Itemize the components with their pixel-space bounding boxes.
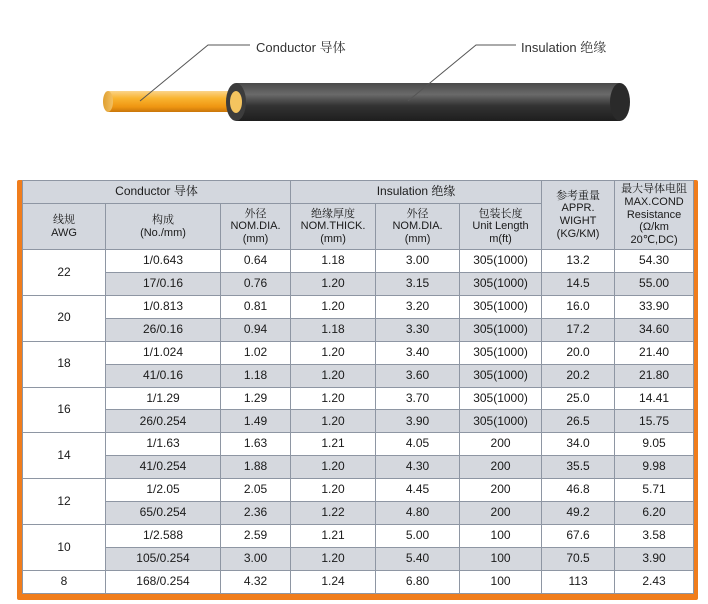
weight-cell: 26.5	[542, 410, 615, 433]
table-row	[23, 433, 694, 456]
conductor-dia-cell: 0.76	[221, 272, 291, 295]
resistance-cell: 54.30	[615, 250, 694, 273]
weight-cell: 70.5	[542, 547, 615, 570]
resistance-cell: 21.80	[615, 364, 694, 387]
resistance-cell: 34.60	[615, 318, 694, 341]
table-row	[23, 410, 694, 433]
resistance-cell: 9.05	[615, 433, 694, 456]
awg-cell: 22	[23, 250, 106, 296]
conductor-dia-cell: 1.49	[221, 410, 291, 433]
unit-length-cell: 305(1000)	[460, 272, 542, 295]
awg-cell: 10	[23, 525, 106, 571]
table-row	[23, 387, 694, 410]
insulation-dia-cell: 3.40	[376, 341, 460, 364]
weight-cell: 16.0	[542, 295, 615, 318]
awg-cell: 16	[23, 387, 106, 433]
weight-cell: 35.5	[542, 456, 615, 479]
unit-length-cell: 305(1000)	[460, 318, 542, 341]
table-row	[23, 502, 694, 525]
unit-length-cell: 305(1000)	[460, 341, 542, 364]
conductor-dia-cell: 1.18	[221, 364, 291, 387]
unit-length-cell: 100	[460, 570, 542, 593]
resistance-cell: 21.40	[615, 341, 694, 364]
insulation-dia-cell: 6.80	[376, 570, 460, 593]
construction-cell: 65/0.254	[106, 502, 221, 525]
construction-cell: 1/1.024	[106, 341, 221, 364]
construction-cell: 17/0.16	[106, 272, 221, 295]
construction-cell: 1/2.588	[106, 525, 221, 548]
insulation-dia-cell: 4.30	[376, 456, 460, 479]
thickness-cell: 1.24	[291, 570, 376, 593]
construction-cell: 105/0.254	[106, 547, 221, 570]
thickness-header: 绝缘厚度 NOM.THICK. (mm)	[291, 204, 376, 250]
insulation-dia-cell: 3.20	[376, 295, 460, 318]
conductor-dia-cell: 4.32	[221, 570, 291, 593]
awg-cell: 20	[23, 295, 106, 341]
construction-cell: 41/0.254	[106, 456, 221, 479]
cable-diagram	[0, 0, 708, 160]
conductor-dia-cell: 3.00	[221, 547, 291, 570]
resistance-cell: 9.98	[615, 456, 694, 479]
awg-cell: 12	[23, 479, 106, 525]
thickness-cell: 1.21	[291, 433, 376, 456]
weight-cell: 20.0	[542, 341, 615, 364]
thickness-cell: 1.20	[291, 479, 376, 502]
conductor-dia-cell: 2.59	[221, 525, 291, 548]
table-row	[23, 547, 694, 570]
insulation-dia-cell: 3.15	[376, 272, 460, 295]
table-row	[23, 570, 694, 593]
weight-cell: 14.5	[542, 272, 615, 295]
thickness-cell: 1.20	[291, 272, 376, 295]
construction-cell: 168/0.254	[106, 570, 221, 593]
insulation-dia-header: 外径 NOM.DIA. (mm)	[376, 204, 460, 250]
conductor-group-header: Conductor 导体	[23, 181, 291, 204]
resistance-cell: 14.41	[615, 387, 694, 410]
weight-cell: 67.6	[542, 525, 615, 548]
weight-cell: 25.0	[542, 387, 615, 410]
conductor-dia-cell: 1.29	[221, 387, 291, 410]
insulation-dia-cell: 5.00	[376, 525, 460, 548]
insulation-dia-cell: 3.30	[376, 318, 460, 341]
table-row	[23, 479, 694, 502]
insulation-dia-cell: 3.90	[376, 410, 460, 433]
construction-cell: 26/0.254	[106, 410, 221, 433]
insulation-dia-cell: 4.05	[376, 433, 460, 456]
unit-length-cell: 305(1000)	[460, 250, 542, 273]
conductor-dia-header: 外径 NOM.DIA. (mm)	[221, 204, 291, 250]
thickness-cell: 1.20	[291, 295, 376, 318]
resistance-cell: 55.00	[615, 272, 694, 295]
resistance-cell: 6.20	[615, 502, 694, 525]
spec-table	[22, 180, 694, 594]
unit-length-cell: 305(1000)	[460, 364, 542, 387]
conductor-shape	[103, 91, 234, 112]
insulation-shape	[226, 83, 630, 121]
insulation-dia-cell: 4.45	[376, 479, 460, 502]
resistance-cell: 15.75	[615, 410, 694, 433]
weight-cell: 34.0	[542, 433, 615, 456]
table-row	[23, 250, 694, 273]
table-row	[23, 272, 694, 295]
conductor-dia-cell: 2.05	[221, 479, 291, 502]
awg-cell: 14	[23, 433, 106, 479]
thickness-cell: 1.21	[291, 525, 376, 548]
thickness-cell: 1.22	[291, 502, 376, 525]
weight-cell: 20.2	[542, 364, 615, 387]
thickness-cell: 1.20	[291, 341, 376, 364]
weight-cell: 46.8	[542, 479, 615, 502]
conductor-dia-cell: 0.64	[221, 250, 291, 273]
weight-cell: 17.2	[542, 318, 615, 341]
construction-cell: 1/2.05	[106, 479, 221, 502]
awg-header: 线规 AWG	[23, 204, 106, 250]
table-row	[23, 295, 694, 318]
spec-table-body	[23, 250, 694, 594]
insulation-dia-cell: 3.70	[376, 387, 460, 410]
unit-length-cell: 305(1000)	[460, 295, 542, 318]
construction-cell: 41/0.16	[106, 364, 221, 387]
insulation-dia-cell: 3.60	[376, 364, 460, 387]
weight-cell: 113	[542, 570, 615, 593]
table-row	[23, 525, 694, 548]
table-row	[23, 456, 694, 479]
table-row	[23, 341, 694, 364]
spec-table-wrap	[17, 180, 698, 600]
unit-length-cell: 305(1000)	[460, 410, 542, 433]
unit-length-cell: 200	[460, 479, 542, 502]
unit-length-cell: 100	[460, 525, 542, 548]
awg-cell: 18	[23, 341, 106, 387]
unit-length-cell: 100	[460, 547, 542, 570]
conductor-label: Conductor 导体	[256, 40, 346, 55]
conductor-dia-cell: 1.02	[221, 341, 291, 364]
insulation-dia-cell: 4.80	[376, 502, 460, 525]
unit-length-cell: 200	[460, 502, 542, 525]
unit-length-header: 包装长度 Unit Length m(ft)	[460, 204, 542, 250]
construction-cell: 26/0.16	[106, 318, 221, 341]
thickness-cell: 1.20	[291, 364, 376, 387]
weight-cell: 13.2	[542, 250, 615, 273]
insulation-dia-cell: 5.40	[376, 547, 460, 570]
unit-length-cell: 305(1000)	[460, 387, 542, 410]
construction-cell: 1/1.63	[106, 433, 221, 456]
insulation-dia-cell: 3.00	[376, 250, 460, 273]
resistance-cell: 3.58	[615, 525, 694, 548]
weight-header: 参考重量 APPR. WIGHT (KG/KM)	[542, 181, 615, 250]
conductor-dia-cell: 1.63	[221, 433, 291, 456]
insulation-label: Insulation 绝缘	[521, 40, 607, 55]
resistance-cell: 33.90	[615, 295, 694, 318]
awg-cell: 8	[23, 570, 106, 593]
thickness-cell: 1.20	[291, 456, 376, 479]
construction-cell: 1/0.643	[106, 250, 221, 273]
conductor-dia-cell: 1.88	[221, 456, 291, 479]
cable-illustration	[0, 0, 708, 160]
conductor-dia-cell: 2.36	[221, 502, 291, 525]
construction-header: 构成 (No./mm)	[106, 204, 221, 250]
thickness-cell: 1.20	[291, 547, 376, 570]
construction-cell: 1/1.29	[106, 387, 221, 410]
table-row	[23, 364, 694, 387]
unit-length-cell: 200	[460, 456, 542, 479]
thickness-cell: 1.18	[291, 318, 376, 341]
thickness-cell: 1.20	[291, 387, 376, 410]
resistance-header: 最大导体电阻 MAX.COND Resistance (Ω/km 20℃,DC)	[615, 181, 694, 250]
resistance-cell: 5.71	[615, 479, 694, 502]
insulation-group-header: Insulation 绝缘	[291, 181, 542, 204]
thickness-cell: 1.18	[291, 250, 376, 273]
weight-cell: 49.2	[542, 502, 615, 525]
thickness-cell: 1.20	[291, 410, 376, 433]
table-row	[23, 318, 694, 341]
resistance-cell: 2.43	[615, 570, 694, 593]
resistance-cell: 3.90	[615, 547, 694, 570]
conductor-dia-cell: 0.81	[221, 295, 291, 318]
conductor-dia-cell: 0.94	[221, 318, 291, 341]
construction-cell: 1/0.813	[106, 295, 221, 318]
unit-length-cell: 200	[460, 433, 542, 456]
